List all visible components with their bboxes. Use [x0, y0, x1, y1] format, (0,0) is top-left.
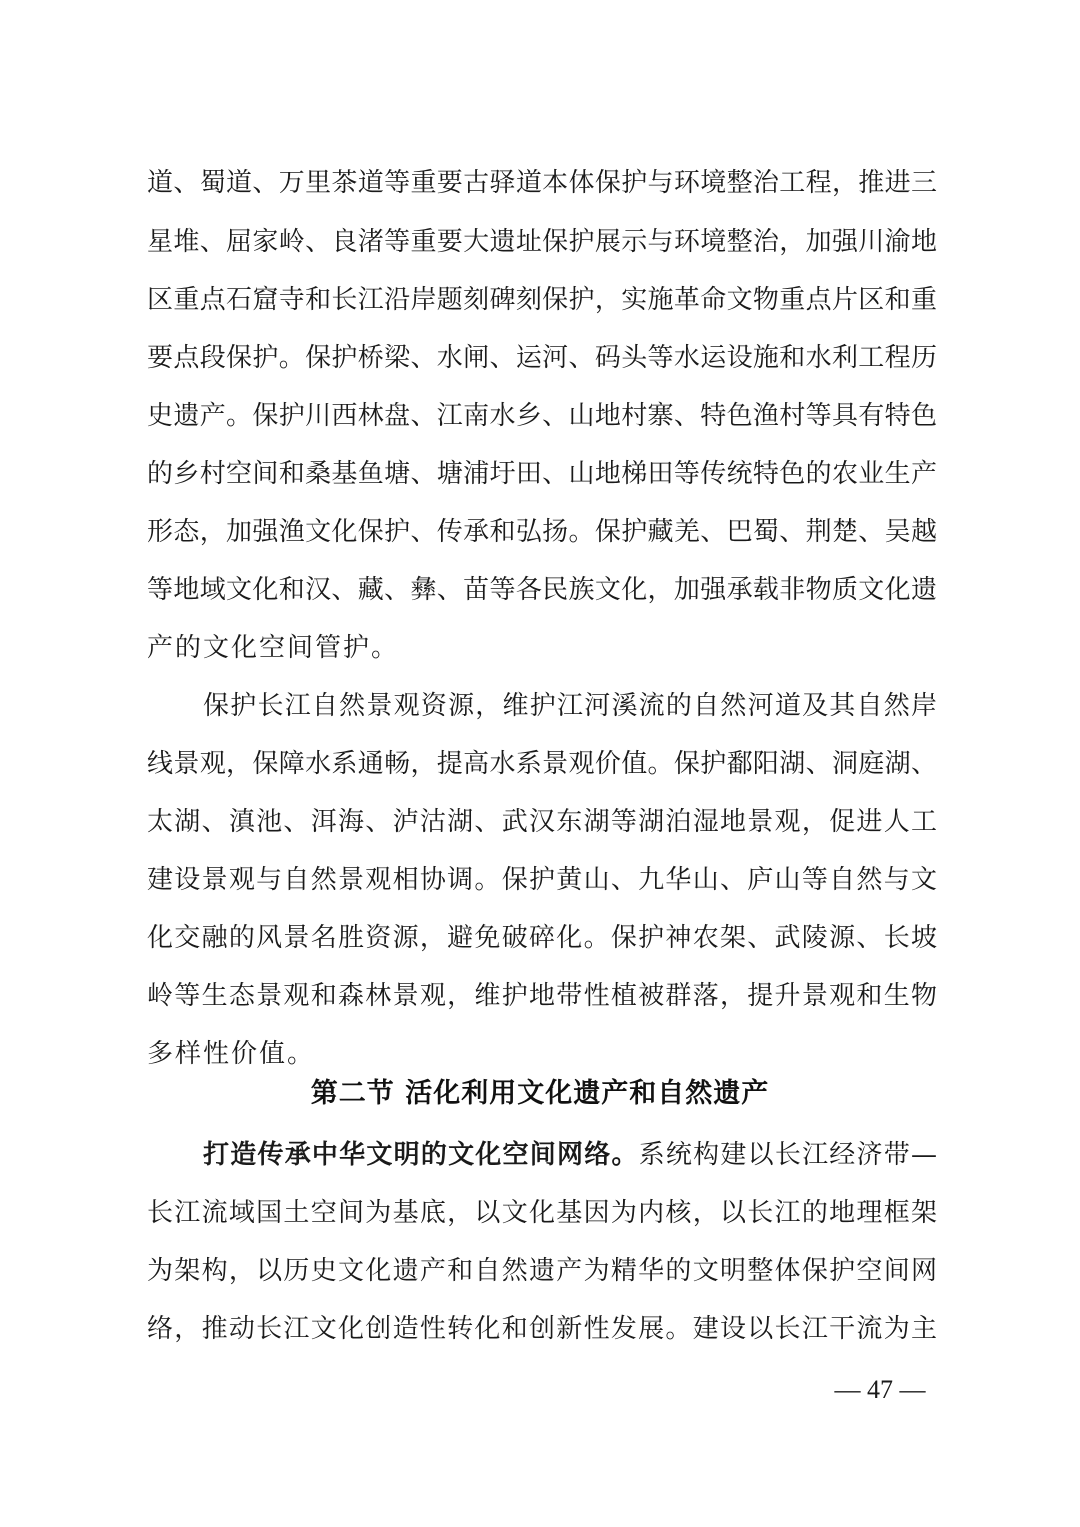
paragraph-line: 形态，加强渔文化保护、传承和弘扬。保护藏羌、巴蜀、荆楚、吴越 — [147, 517, 937, 547]
paragraph-line: 史遗产。保护川西林盘、江南水乡、山地村寨、特色渔村等具有特色 — [147, 401, 937, 431]
page-number: — 47 — — [834, 1375, 926, 1404]
paragraph-line: 区重点石窟寺和长江沿岸题刻碑刻保护，实施革命文物重点片区和重 — [147, 285, 937, 315]
paragraph-line: 多样性价值。 — [147, 1039, 316, 1069]
paragraph-line: 产的文化空间管护。 — [147, 633, 400, 663]
paragraph-line: 线景观，保障水系通畅，提高水系景观价值。保护鄱阳湖、洞庭湖、 — [147, 749, 937, 779]
paragraph-line: 岭等生态景观和森林景观，维护地带性植被群落，提升景观和生物 — [147, 981, 937, 1011]
paragraph-first-line — [203, 1135, 937, 1175]
paragraph-line: 为架构，以历史文化遗产和自然遗产为精华的文明整体保护空间网 — [147, 1256, 937, 1286]
paragraph-line: 络，推动长江文化创造性转化和创新性发展。建设以长江干流为主 — [147, 1314, 937, 1344]
paragraph-line: 保护长江自然景观资源，维护江河溪流的自然河道及其自然岸 — [203, 691, 937, 721]
paragraph-line: 星堆、屈家岭、良渚等重要大遗址保护展示与环境整治，加强川渝地 — [147, 227, 937, 257]
paragraph-line: 建设景观与自然景观相协调。保护黄山、九华山、庐山等自然与文 — [147, 865, 937, 895]
paragraph-line: 的乡村空间和桑基鱼塘、塘浦圩田、山地梯田等传统特色的农业生产 — [147, 459, 937, 489]
paragraph-line: 等地域文化和汉、藏、彝、苗等各民族文化，加强承载非物质文化遗 — [147, 575, 937, 605]
paragraph-line: 太湖、滇池、洱海、泸沽湖、武汉东湖等湖泊湿地景观，促进人工 — [147, 807, 937, 837]
paragraph-line: 化交融的风景名胜资源，避免破碎化。保护神农架、武陵源、长坡 — [147, 923, 937, 953]
section-heading: 第二节 活化利用文化遗产和自然遗产 — [310, 1078, 770, 1109]
paragraph-line: 长江流域国土空间为基底，以文化基因为内核，以长江的地理框架 — [147, 1198, 937, 1228]
paragraph-lead: 打造传承中华文明的文化空间网络。 — [203, 1140, 639, 1170]
paragraph-line: 道、蜀道、万里茶道等重要古驿道本体保护与环境整治工程，推进三 — [147, 168, 937, 198]
paragraph-lead-rest: 系统构建以长江经济带— — [638, 1140, 937, 1170]
paragraph-line: 要点段保护。保护桥梁、水闸、运河、码头等水运设施和水利工程历 — [147, 343, 937, 373]
